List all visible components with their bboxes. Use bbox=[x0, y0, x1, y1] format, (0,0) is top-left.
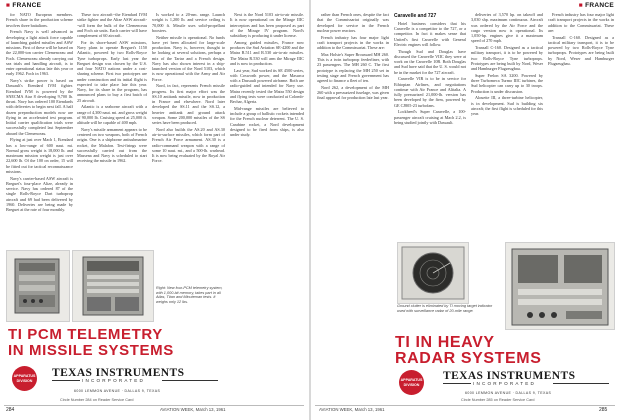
article-column-4 bbox=[230, 12, 304, 396]
article-column-2 bbox=[394, 12, 466, 238]
radar-console-illustration bbox=[506, 243, 614, 329]
article-column-4 bbox=[548, 12, 614, 238]
paragraph: Mid-range missiles are believed to include a group of ballistic rockets intended for the French nuclear deterrent. The U. S. Carabine rocket, a Nord development designed to be fired from ships, is also under study. bbox=[230, 105, 304, 137]
footer-rule bbox=[4, 405, 304, 406]
paragraph: These two aircraft--the Etendard IVM strike fighter and the Alize ASW aircraft--will form the bulk of the Clemenceau and Foch air units. Each carrier will have complement of 60 aircraft. bbox=[77, 12, 147, 38]
telemetry-unit-illustration bbox=[7, 251, 69, 321]
left-page bbox=[0, 0, 309, 420]
paragraph: French Navy is well advanced in developing a light attack force capable of launching guided missiles and ASW missions. First of these will be based on the 22,000-ton carrier Clemenceau and Foch. Clemenceau already carrying out sea trials and handling aircraft, is to enter operational status late this year or early 1962. Foch in 1963. bbox=[6, 29, 73, 77]
paragraph: Super Frelon SA 3200. Powered by three Turbomeca Turmo IIIC turbines, the Sud helicopter can carry up to 30 troops. Production is under discussion. bbox=[471, 72, 543, 94]
article-column-1 bbox=[317, 12, 389, 396]
radar-scope-illustration bbox=[398, 243, 468, 303]
right-page bbox=[311, 0, 620, 420]
reader-service-note: Circle Number 284 on Reader Service Card bbox=[60, 398, 134, 402]
issue-footer: AVIATION WEEK, March 13, 1961 bbox=[319, 407, 385, 412]
section-header: ■ FRANCE bbox=[6, 2, 42, 9]
company-name: TEXAS INSTRUMENTS bbox=[443, 370, 576, 382]
paragraph: French industry has four major light craft transport projects in the works in addition to the Commissariat. These are: bbox=[317, 34, 389, 50]
company-address: 6000 LEMMON AVENUE · DALLAS 9, TEXAS bbox=[74, 389, 161, 393]
paragraph: Alouette III, a three-turbine helicopter, is in development. Sud is building six aircraft; the first flight is scheduled for this year. bbox=[471, 95, 543, 116]
paragraph: Lockheed's Super Caravelle, a 100-passenger aircraft cruising at Mach 2.2, is being studied jointly with Dassault. bbox=[394, 109, 466, 125]
paragraph: Nord also builds the AS.20 and AS.30 air-to-surface missiles, which form part of French Air Force armament. AS.30 is a radio-command weapon with a range of some 10 naut. mi., and a 500-lb. warhead. It is now being evaluated by the Royal Air Force. bbox=[152, 126, 225, 164]
paragraph: Among guided missiles, France now produces the Sud Aviation SE-4200 and the Matra R.511 and R.530 air-to-air missiles. The Matra R.530 will arm the Mirage IIIC and is now in production. bbox=[230, 39, 304, 66]
company-name: TEXAS INSTRUMENTS bbox=[52, 367, 185, 379]
paragraph: Nord, in fact, represents French missile progress. Its first major effort was the SS.10 antitank missile, now in production in France and elsewhere. Nord later developed the SS.11 and the SS.12, a heavier antitank and ground attack weapon. Some 200,000 missiles of the SS series have been produced. bbox=[152, 83, 225, 125]
radar-equipment-photo bbox=[505, 242, 615, 330]
apparatus-division-badge: APPARATUS DIVISION bbox=[399, 370, 424, 395]
paragraph: For its shore-based ASW missions, Navy plans to operate Breguet's 1150 Atlantic, powered by two Rolls-Royce Tyne turboprops. Early last year the Breguet design was chosen by the U.S. and four NATO nations under a cost-sharing scheme. First two prototypes are under construction and its initial flight is expected to take place late this year. Navy, for its share in the program, has announced plans to buy a first batch of 25 aircraft. bbox=[77, 39, 147, 103]
subheading: Caravelle and 727 bbox=[394, 13, 437, 19]
paragraph: Navy's missile armament appears to be centered on two weapons, both of French origin. One is a shipborne antisubmarine rocket, the Malafon. Test-firings were successfully carried out from the Massena and Navy is scheduled to start receiving the missile in 1962. bbox=[77, 126, 147, 164]
paragraph: Caravelle VIR is to be in service for Ethiopian Airlines, and negotiations continue with Air France and Alitalia. A fully pressurized 21,000-lb. version has been developed by the firm, powered by GE CJ805-23 turbofans. bbox=[394, 76, 466, 108]
ad-headline-line-1: TI PCM TELEMETRY bbox=[8, 326, 163, 343]
radar-display-photo bbox=[397, 242, 469, 304]
equipment-photo bbox=[6, 250, 70, 322]
paragraph: for NATO European members. French share in the production scheme involves three battalions. bbox=[6, 12, 73, 28]
paragraph: Navy's carrier-based ASW aircraft is Breguet's four-place Alize, already in service. Navy has ordered 87 of the single Rolls-Royce Dart turboprop aircraft and 69 had been delivered by 1960. Deliveries are being made by Breguet at the rate of four monthly. bbox=[6, 175, 73, 212]
apparatus-division-badge: APPARATUS DIVISION bbox=[12, 366, 37, 391]
ad-headline-line-1: TI IN HEAVY bbox=[395, 334, 495, 351]
paragraph: Next is the Nord 5103 air-to-air missile. It is now operational on the Mirage IIIC interceptors and has been proposed as part of the Mirage IV program. Nord's subsidiary is producing it under license. bbox=[230, 12, 304, 38]
article-column-3 bbox=[471, 12, 543, 238]
photo-caption: Ground clutter is eliminated by TI moving target indicator used with surveillance radar of 20-mile range. bbox=[397, 304, 493, 313]
photo-caption: Right: New four-PCM telemetry system, with 1,000-bit memory, takes part in all Atlas, Titan and Minuteman tests. It weighs only 12 lbs. bbox=[156, 286, 223, 304]
incorporated-label: INCORPORATED bbox=[82, 378, 146, 383]
paragraph: Though Sud and Douglas have discussed the Caravelle VIIC they were at work on the Caravelle 10B. Both Douglas and Sud have said that the U. S. would not be in the market for the 727 aircraft. bbox=[394, 48, 466, 75]
advertisement-ti-telemetry bbox=[4, 246, 226, 398]
texas-instruments-logo bbox=[52, 367, 220, 389]
paragraph: Is worked to a 20-nm. range. Launch weight is 1,200 lb. and service ceiling is 70,000 ft. Missile uses solid-propellant boosters. bbox=[152, 12, 225, 33]
paragraph: Transall C-160. Designed as a tactical military transport, it is to be powered by two Rolls-Royce Tyne turboprops. Prototypes are being built by Nord, Weser and Hamburger Flugzeugbau. bbox=[471, 45, 543, 71]
article-column-1 bbox=[6, 12, 73, 244]
article-column-3 bbox=[152, 12, 225, 244]
paragraph: Nord 262, a development of the MH 260 with a pressurized fuselage, was given final approval for production late last year. bbox=[317, 84, 389, 101]
article-column-2 bbox=[77, 12, 147, 244]
reader-service-note: Circle Number 285 on Reader Service Card bbox=[461, 398, 535, 402]
page-number: 285 bbox=[599, 407, 608, 413]
paragraph: rather than French ones, despite the fact that the Commissariat originally was developed for service in the French nuclear power reactors. bbox=[317, 12, 389, 33]
advertisement-ti-radar bbox=[393, 240, 617, 398]
section-header: ■ FRANCE bbox=[578, 2, 614, 9]
paragraph: Neither missile is operational. No funds have yet been allocated for large-scale production. Navy is, however, thought to be looking at several solutions, perhaps a mix of the Tartar and a French design. Navy has also shown interest in a ship-launched version of the Nord 5103, which is now operational with the Army and Air Force. bbox=[152, 34, 225, 82]
footer-rule bbox=[315, 405, 615, 406]
texas-instruments-logo bbox=[443, 370, 611, 392]
paragraph: Atlantic is a seaborne aircraft with a range of 4,300 naut. mi. and gross weight of 90,000 lb. Cruising speed at 25,000 ft. altitude will be capable of 400 mph. bbox=[77, 104, 147, 125]
page-number: 284 bbox=[6, 407, 15, 413]
paragraph: Hotel business considers that his Caravelle is a competitor to the 727, or a competitor. In fact it makes sense that United's first Caravelle with General Electric engines will follow. bbox=[394, 20, 466, 47]
issue-footer: AVIATION WEEK, March 13, 1961 bbox=[160, 407, 226, 412]
ad-headline-line-2: RADAR SYSTEMS bbox=[395, 350, 542, 367]
paragraph: Flying at just over Mach 1, Etendard has a low-range of 600 naut. mi. Normal gross weight is 18,000 lb. and maximum mission weight is just over 22,600 lb. Of the 100 on order, 15 will be fitted out for tactical reconnaissance missions. bbox=[6, 137, 73, 174]
rack-equipment-illustration bbox=[73, 251, 153, 321]
paragraph: Transall C-160. Designed as a tactical military transport, it is to be powered by two Rolls-Royce Tyne turboprops. Prototypes are being built by Nord, Weser and Hamburger Flugzeugbau. bbox=[548, 34, 614, 66]
company-address: 6000 LEMMON AVENUE · DALLAS 9, TEXAS bbox=[465, 391, 552, 395]
paragraph: French industry has four major light craft transport projects in the works in addition to the Commissariat. These are: bbox=[548, 12, 614, 33]
paragraph: deliveries of 3,570 hp. on takeoff and 3,030 shp. maximum continuous. Aircraft was ordered by the Air Force and the cargo version now is operational. Its 1,050-hp. engines give it a maximum speed of 270 mph. bbox=[471, 12, 543, 44]
paragraph: Max Holste's Super Broussard MH 260. This is a twin turboprop feederliner, with 23 passengers. The MH 260 C. The first prototype is replacing the MH 250 set in testing stage and French government has agreed to finance a fleet of ten. bbox=[317, 51, 389, 83]
incorporated-label: INCORPORATED bbox=[473, 381, 537, 386]
equipment-photo bbox=[72, 250, 154, 322]
paragraph: Navy's strike power is based on Dassault's Etendard IVM fighter. Etendard IVM is powered by the SNECMA Atar 8 developing 9,700 lb. thrust. Navy has ordered 100 Etendards with deliveries to begin next fall. A half dozen preproduction models now are flying in an accelerated test program. Initial carrier qualification trials were successfully completed last September aboard the Clemenceau. bbox=[6, 78, 73, 136]
paragraph: Last year, Sud worked its SE 4500 series, with Cosworth power, and the Masurca with a Dassault powered airframe. Both are radio-guided and intended for Navy use. Matra recently tested the Matra 550 design and flying tests were conducted at Colomb-Bechar, Algeria. bbox=[230, 67, 304, 104]
ad-headline-line-2: IN MISSILE SYSTEMS bbox=[8, 342, 174, 359]
